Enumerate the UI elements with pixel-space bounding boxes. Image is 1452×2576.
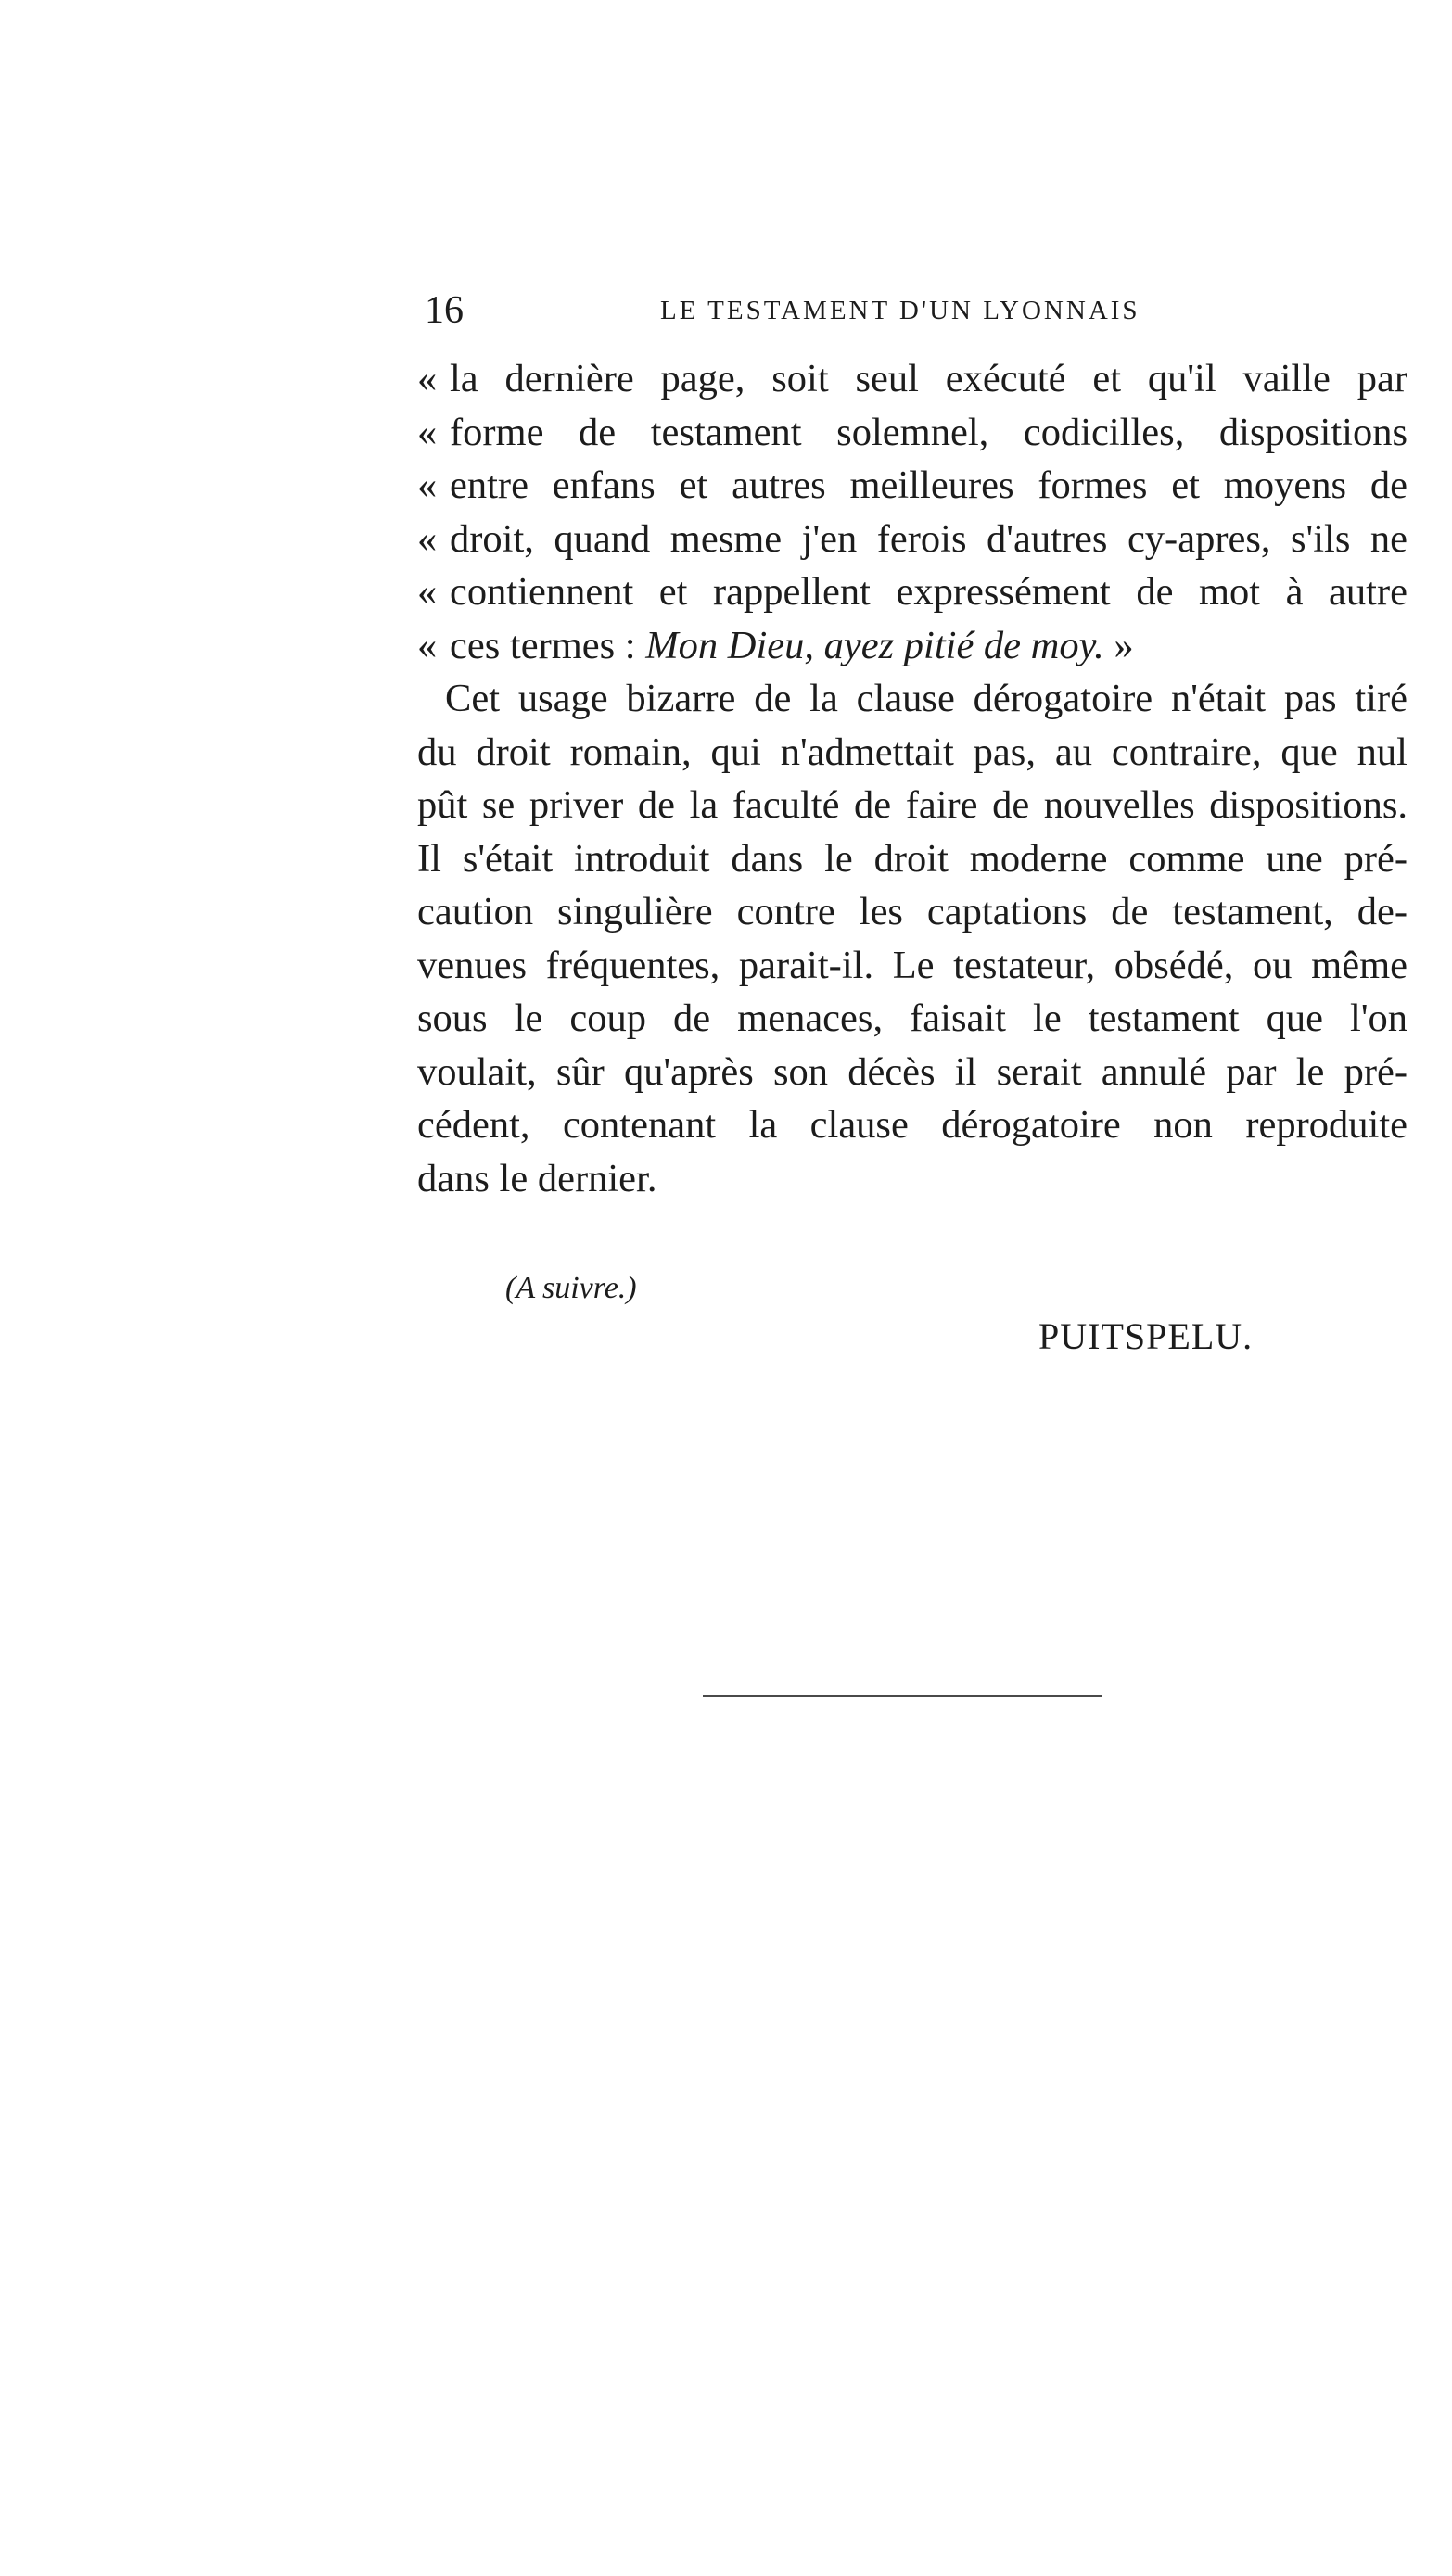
body-text — [417, 352, 1407, 1205]
paragraph-line: Il s'était introduit dans le droit moderne comme une pré- — [417, 836, 1407, 881]
closing-quote-mark: » — [1114, 623, 1134, 667]
page-number: 16 — [425, 289, 464, 332]
paragraph-line: dans le dernier. — [417, 1156, 657, 1200]
quote-line: « entre enfans et autres meilleures formes et moyens de — [417, 459, 1407, 513]
quote-mark: « — [417, 570, 438, 614]
paragraph-line: sous le coup de menaces, faisait le testament que l'on — [417, 996, 1407, 1040]
quote-mark: « — [417, 516, 438, 561]
paragraph-line: Cet usage bizarre de la clause dérogatoire n'était pas tiré — [445, 677, 1407, 720]
paragraph-line: du droit romain, qui n'admettait pas, au contraire, que nul — [417, 730, 1407, 774]
quote-mark: « — [417, 410, 438, 454]
running-title: LE TESTAMENT D'UN LYONNAIS — [660, 296, 1140, 325]
author-signature: PUITSPELU. — [1038, 1315, 1254, 1357]
quote-line-last: « ces termes : Mon Dieu, ayez pitié de moy. » — [417, 619, 1407, 673]
continued-note: (A suivre.) — [505, 1271, 637, 1305]
quote-line: « droit, quand mesme j'en ferois d'autres cy-apres, s'ils ne — [417, 513, 1407, 566]
paragraph-line: caution singulière contre les captations de testament, de- — [417, 890, 1407, 933]
quote-mark: « — [417, 463, 438, 507]
quote-line: « forme de testament solemnel, codicilles, dispositions — [417, 406, 1407, 460]
quote-mark: « — [417, 357, 438, 400]
quote-line: « la dernière page, soit seul exécuté et qu'il vaille par — [417, 352, 1407, 406]
quote-line: « contiennent et rappellent expressément de mot à autre — [417, 565, 1407, 619]
paragraph-line: cédent, contenant la clause dérogatoire non reproduite — [417, 1103, 1407, 1147]
quote-italic: Mon Dieu, ayez pitié de moy. — [645, 623, 1104, 667]
paragraph-line: pût se priver de la faculté de faire de nouvelles dispositions. — [417, 783, 1407, 827]
paragraph-line: voulait, sûr qu'après son décès il serait annulé par le pré- — [417, 1049, 1407, 1094]
paragraph-line: venues fréquentes, parait-il. Le testateur, obsédé, ou même — [417, 943, 1407, 987]
end-rule-divider — [703, 1695, 1102, 1697]
quote-mark: « — [417, 623, 438, 667]
